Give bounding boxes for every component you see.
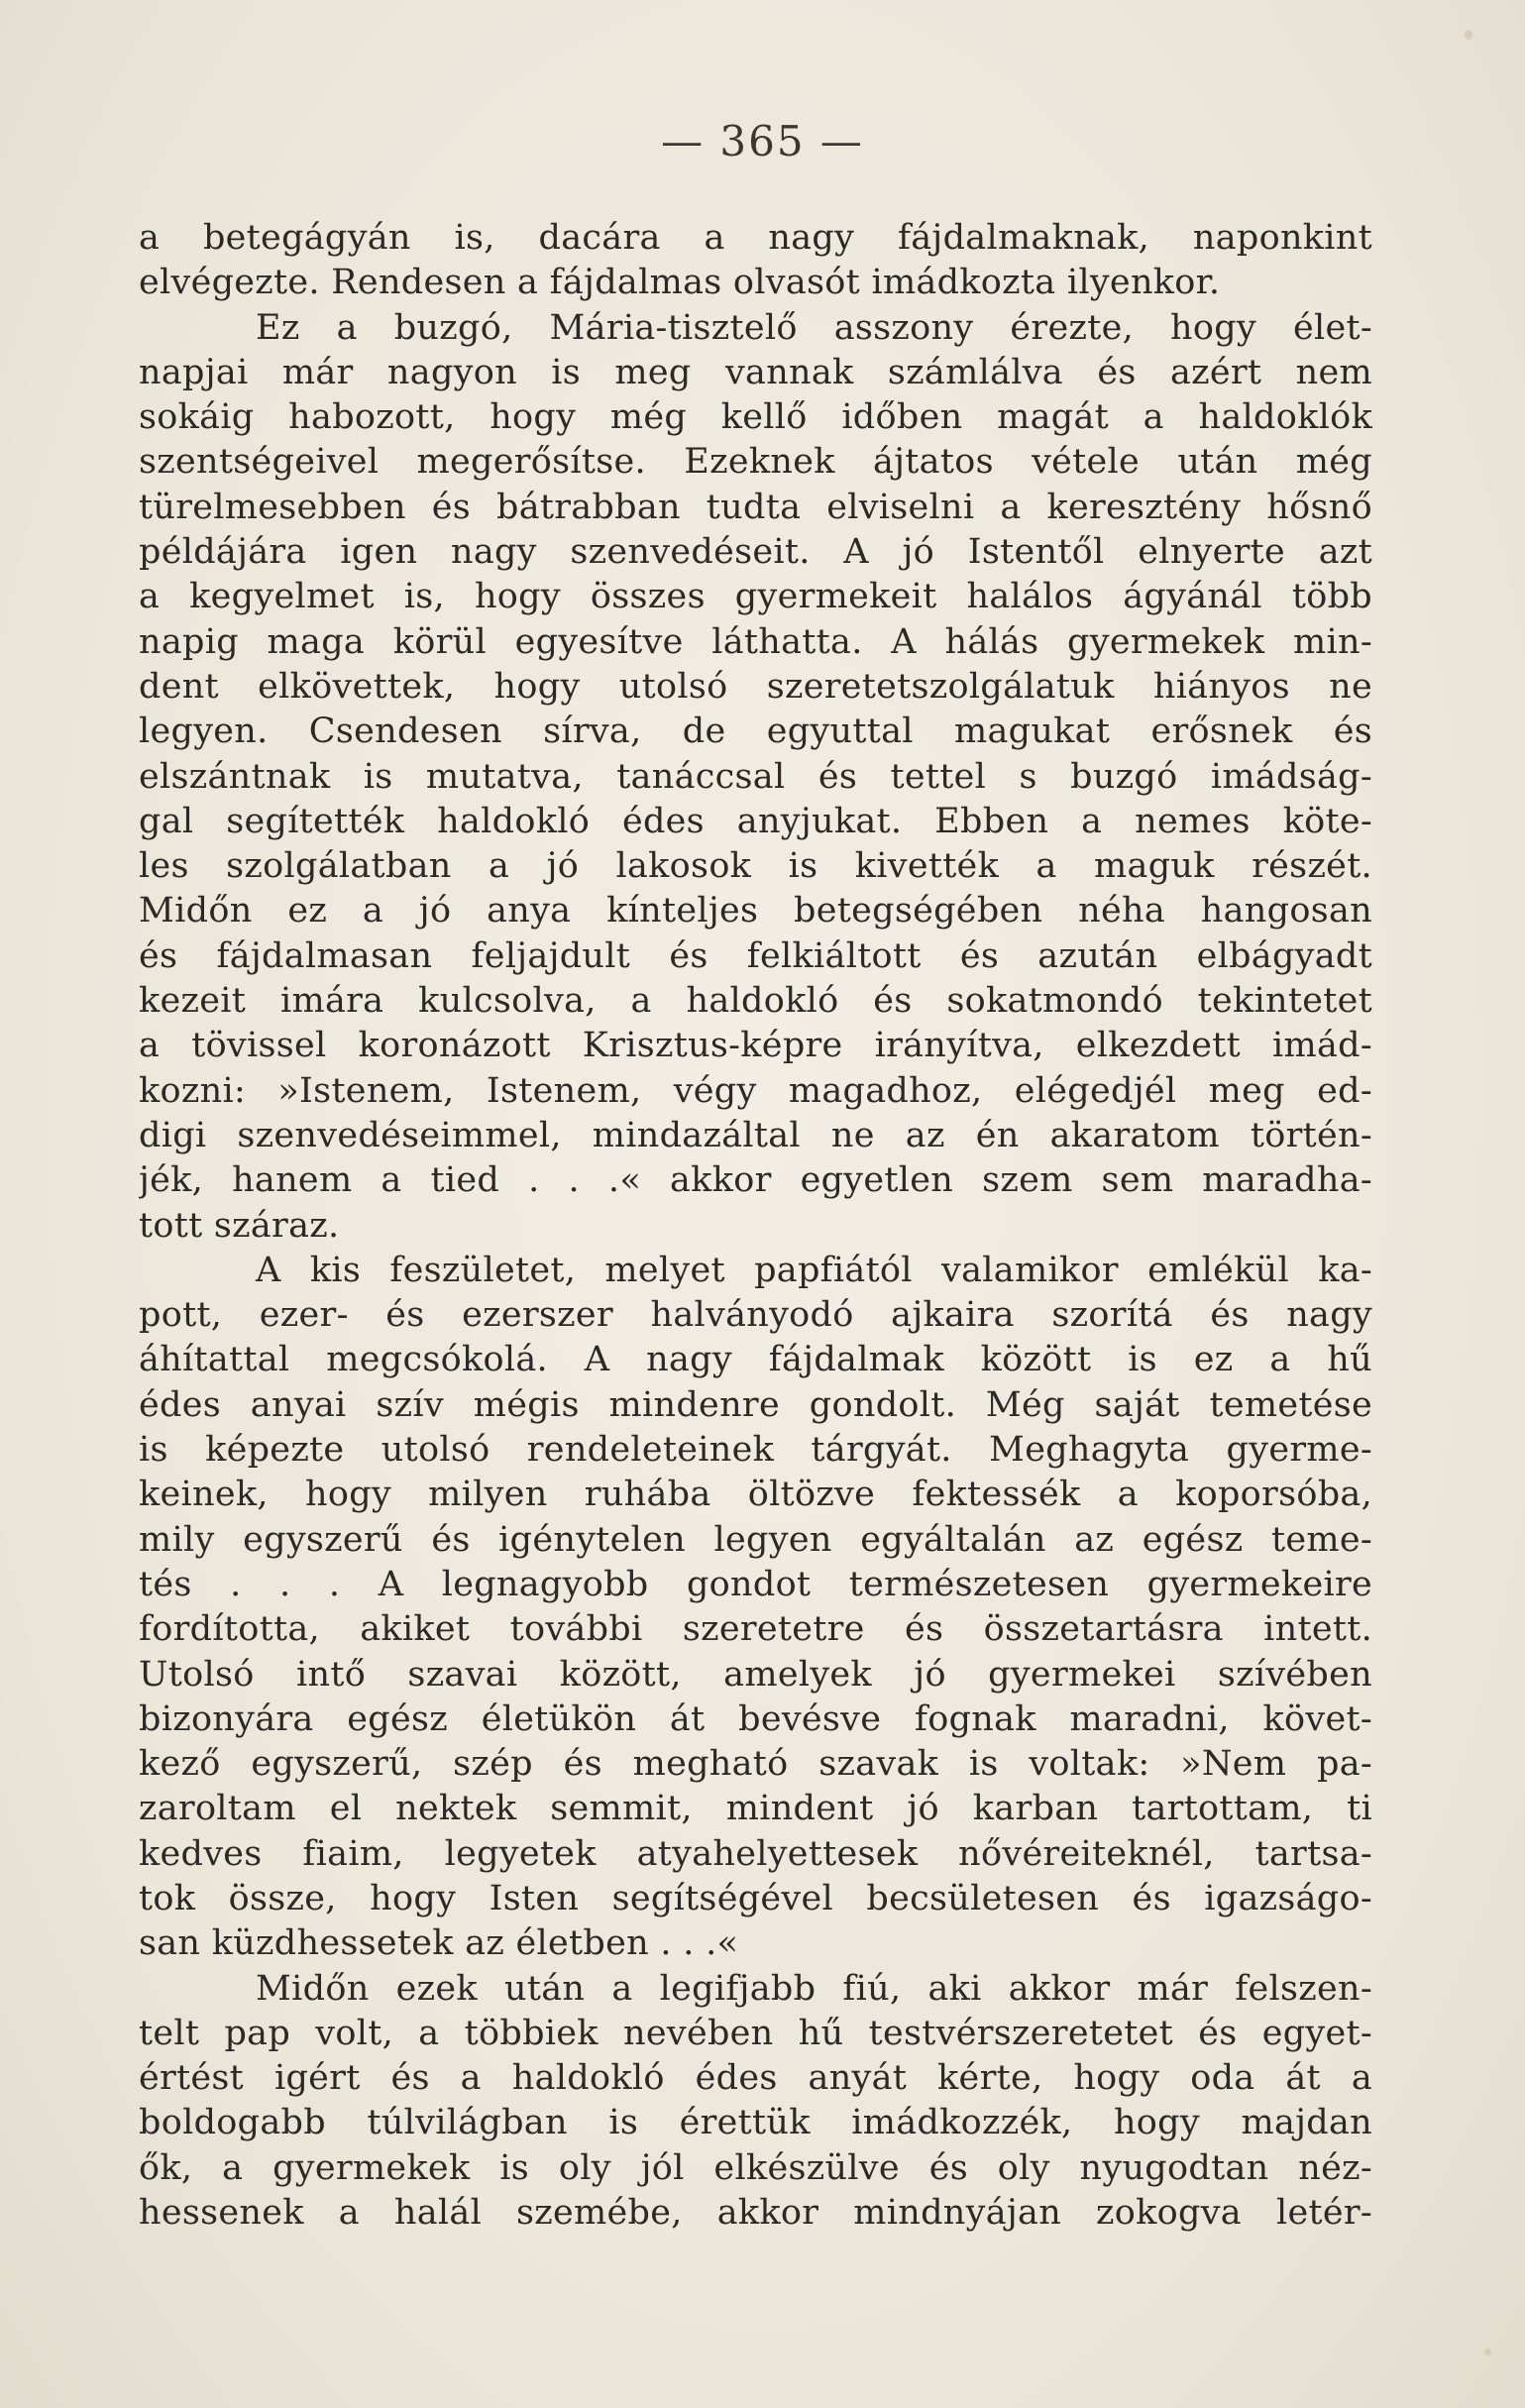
text-line: sokáig habozott, hogy még kellő időben magát a haldoklók xyxy=(139,397,1372,438)
text-line: pott, ezer- és ezerszer halványodó ajkaira szorítá és nagy xyxy=(139,1295,1372,1336)
text-line: türelmesebben és bátrabban tudta elviselni a keresztény hősnő xyxy=(139,487,1372,527)
text-line: bizonyára egész életükön át bevésve fognak maradni, követ- xyxy=(139,1698,1372,1739)
text-line: és fájdalmasan feljajdult és felkiáltott és azután elbágyadt xyxy=(139,935,1372,976)
text-line: boldogabb túlvilágban is érettük imádkozzék, hogy majdan xyxy=(139,2103,1372,2143)
text-line: a tövissel koronázott Krisztus-képre irányítva, elkezdett imád- xyxy=(139,1026,1372,1066)
text-line: mily egyszerű és igénytelen legyen egyáltalán az egész teme- xyxy=(139,1519,1372,1560)
text-line: legyen. Csendesen sírva, de egyuttal magukat erősnek és xyxy=(139,711,1372,752)
text-line: digi szenvedéseimmel, mindazáltal ne az én akaratom történ- xyxy=(139,1115,1372,1155)
text-line: jék, hanem a tied . . .« akkor egyetlen szem sem maradha- xyxy=(139,1160,1372,1201)
text-line: példájára igen nagy szenvedéseit. A jó Istentől elnyerte azt xyxy=(139,532,1372,573)
body-text xyxy=(139,216,1372,2236)
text-line: szentségeivel megerősítse. Ezeknek ájtatos vétele után még xyxy=(139,442,1372,483)
text-line: napjai már nagyon is meg vannak számlálva és azért nem xyxy=(139,352,1372,392)
text-line: hessenek a halál szemébe, akkor mindnyájan zokogva letér- xyxy=(139,2193,1372,2234)
text-line: kedves fiaim, legyetek atyahelyettesek nővéreiteknél, tartsa- xyxy=(139,1833,1372,1874)
text-line: A kis feszületet, melyet papfiától valamikor emlékül ka- xyxy=(256,1250,1372,1290)
text-line: kozni: »Istenem, Istenem, végy magadhoz, elégedjél meg ed- xyxy=(139,1070,1372,1111)
text-line: a kegyelmet is, hogy összes gyermekeit halálos ágyánál több xyxy=(139,577,1372,617)
text-line: édes anyai szív mégis mindenre gondolt. Még saját temetése xyxy=(139,1384,1372,1425)
text-line: értést igért és a haldokló édes anyát kérte, hogy oda át a xyxy=(139,2058,1372,2099)
text-line: áhítattal megcsókolá. A nagy fájdalmak között is ez a hű xyxy=(139,1340,1372,1380)
text-line: elvégezte. Rendesen a fájdalmas olvasót imádkozta ilyenkor. xyxy=(139,263,1221,303)
text-line: Midőn ez a jó anya kínteljes betegségében néha hangosan xyxy=(139,891,1372,931)
text-line: san küzdhessetek az életben . . .« xyxy=(139,1923,739,1964)
text-line: tott száraz. xyxy=(139,1205,340,1246)
text-line: is képezte utolsó rendeleteinek tárgyát. Meghagyta gyerme- xyxy=(139,1430,1372,1471)
text-line: dent elkövettek, hogy utolsó szeretetszolgálatuk hiányos ne xyxy=(139,666,1372,707)
text-line: tés . . . A legnagyobb gondot természetesen gyermekeire xyxy=(139,1564,1372,1604)
text-line: kező egyszerű, szép és megható szavak is voltak: »Nem pa- xyxy=(139,1744,1372,1785)
text-line: napig maga körül egyesítve láthatta. A hálás gyermekek min- xyxy=(139,621,1372,662)
text-line: keinek, hogy milyen ruhába öltözve fektessék a koporsóba, xyxy=(139,1475,1372,1515)
text-line: telt pap volt, a többiek nevében hű testvérszeretetet és egyet- xyxy=(139,2013,1372,2053)
text-line: les szolgálatban a jó lakosok is kivették a maguk részét. xyxy=(139,846,1372,887)
text-line: Midőn ezek után a legifjabb fiú, aki akkor már felszen- xyxy=(256,1968,1372,2009)
page-number: — 365 — xyxy=(661,117,864,165)
text-line: Utolsó intő szavai között, amelyek jó gyermekei szívében xyxy=(139,1654,1372,1695)
text-line: zaroltam el nektek semmit, mindent jó karban tartottam, ti xyxy=(139,1789,1372,1829)
text-line: a betegágyán is, dacára a nagy fájdalmaknak, naponkint xyxy=(139,218,1372,258)
text-line: fordította, akiket további szeretetre és összetartásra intett. xyxy=(139,1609,1372,1650)
text-line: gal segítették haldokló édes anyjukat. Ebben a nemes köte- xyxy=(139,801,1372,841)
paper-stain xyxy=(1484,2349,1491,2355)
text-line: kezeit imára kulcsolva, a haldokló és sokatmondó tekintetet xyxy=(139,981,1372,1022)
text-line: Ez a buzgó, Mária-tisztelő asszony érezte, hogy élet- xyxy=(256,307,1372,348)
text-line: elszántnak is mutatva, tanáccsal és tettel s buzgó imádság- xyxy=(139,756,1372,797)
text-line: ők, a gyermekek is oly jól elkészülve és oly nyugodtan néz- xyxy=(139,2147,1372,2188)
text-line: tok össze, hogy Isten segítségével becsületesen és igazságo- xyxy=(139,1878,1372,1918)
paper-stain xyxy=(1465,30,1472,40)
